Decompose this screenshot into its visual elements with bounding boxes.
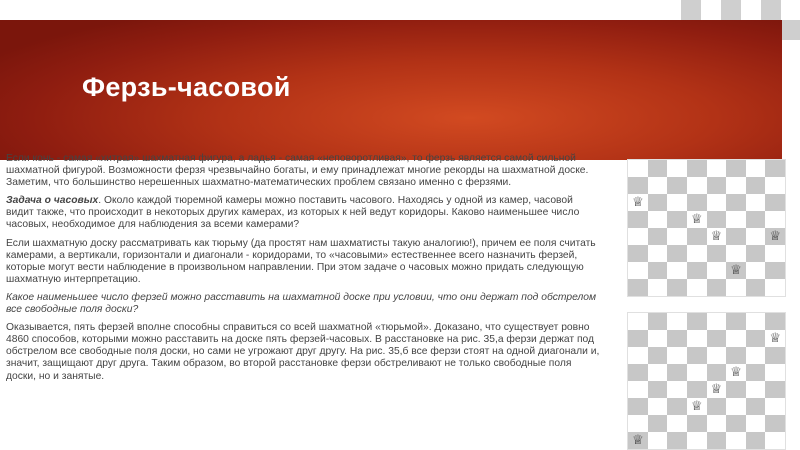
board-square [687,160,707,177]
board-square [648,398,668,415]
board-square [707,262,727,279]
board-square [648,415,668,432]
board-square [687,245,707,262]
board-square [726,262,746,279]
board-square [687,279,707,296]
board-square [765,211,785,228]
board-square [667,432,687,449]
board-square [726,245,746,262]
board-square [687,415,707,432]
board-square [746,398,766,415]
board-square [765,347,785,364]
body-paragraph [6,322,602,382]
paragraph-text: Какое наименьшее число ферзей можно расставить на шахматной доске при условии, что они держат под обстрелом все свободные поля доски? [6,291,597,316]
board-square [726,330,746,347]
board-square [648,313,668,330]
board-square [726,381,746,398]
board-square [648,160,668,177]
board-square [707,279,727,296]
board-square [648,228,668,245]
board-square [648,245,668,262]
board-square [726,398,746,415]
board-square [707,398,727,415]
board-square [765,432,785,449]
board-square [707,313,727,330]
paragraph-text: Если шахматную доску рассматривать как тюрьму (да простят нам шахматисты такую аналогию!), причем ее поля считать камерами, а вертикали, горизонтали и диагонали - коридорами, то «часовыми» естественнее всего назначить ферзей, которые могут вести наблюдение в произвольном направлении. При этом задаче о часовых можно придать следующую шахматную интерпретацию. [6,237,596,285]
decorative-square [781,20,800,40]
board-square [765,364,785,381]
decorative-square [721,0,741,20]
board-square [667,398,687,415]
board-square [726,177,746,194]
board-square [726,279,746,296]
board-square [746,228,766,245]
board-square [765,194,785,211]
board-square [726,228,746,245]
decorative-square [701,0,721,20]
board-square [746,279,766,296]
board-square [667,262,687,279]
board-square [765,245,785,262]
board-square [726,415,746,432]
board-square [726,313,746,330]
board-square [648,432,668,449]
queen-icon: ♕ [690,399,703,414]
board-square [628,211,648,228]
board-square [707,330,727,347]
board-square [667,177,687,194]
board-square [628,415,648,432]
board-square [628,347,648,364]
body-paragraph [6,153,602,189]
board-square [707,228,727,245]
board-square [648,364,668,381]
board-square [746,347,766,364]
board-square [667,194,687,211]
board-square [628,313,648,330]
body-paragraph [6,292,602,316]
board-square [667,347,687,364]
decorative-square [781,0,800,20]
board-square [628,330,648,347]
board-square [746,262,766,279]
chessboard-b [627,312,786,450]
board-square [746,313,766,330]
board-square [765,398,785,415]
body-text [6,153,602,389]
board-square [726,432,746,449]
board-square [765,262,785,279]
slide-title: Ферзь-часовой [82,72,291,102]
board-square [765,313,785,330]
board-square [687,432,707,449]
board-square [667,245,687,262]
board-square [746,330,766,347]
board-square [765,279,785,296]
board-square [628,262,648,279]
board-square [707,364,727,381]
board-square [746,160,766,177]
board-square [648,381,668,398]
board-square [648,194,668,211]
queen-icon: ♕ [730,263,742,278]
board-square [707,381,727,398]
board-square [707,415,727,432]
chessboard-a [627,159,786,297]
board-square [746,245,766,262]
board-square [687,398,707,415]
board-square [628,279,648,296]
paragraph-text: Если конь - самая «хитрая» шахматная фигура, а ладья - самая «неповоротливая», то ферзь является самой сильной шахматной фигурой. Возможности ферзя чрезвычайно богаты, и ему принадлежат многие рекорды на шахматной доске. Заметим, что большинство нерешенных шахматно-математических проблем связано именно с ферзями. [6,153,589,189]
board-square [746,194,766,211]
board-square [667,313,687,330]
decorative-square [781,40,800,42]
body-paragraph [6,238,602,286]
board-square [707,211,727,228]
board-square [746,415,766,432]
board-square [648,262,668,279]
board-square [687,228,707,245]
board-square [628,364,648,381]
board-square [687,330,707,347]
board-square [687,381,707,398]
board-square [765,228,785,245]
board-square [667,415,687,432]
paragraph-text: Задача о часовых [6,195,99,207]
board-square [667,330,687,347]
queen-icon: ♕ [710,382,723,397]
board-square [628,381,648,398]
paragraph-text: . Около каждой тюремной камеры можно поставить часового. Находясь у одной из камер, часовой видит также, что происходит в некоторых других камерах, из которых к ней ведут коридоры. Каково наименьшее число часовых, необходимое для наблюдения за всеми камерами? [6,195,580,231]
queen-icon: ♕ [710,229,723,244]
board-square [667,364,687,381]
queen-icon: ♕ [690,212,703,227]
queen-icon: ♕ [769,331,782,346]
queen-icon: ♕ [631,195,644,210]
board-square [667,279,687,296]
board-square [648,279,668,296]
title-banner [0,20,782,160]
board-square [726,347,746,364]
board-square [726,160,746,177]
board-square [746,381,766,398]
board-square [746,432,766,449]
decorative-square [741,0,761,20]
board-square [765,381,785,398]
board-square [765,330,785,347]
board-square [648,177,668,194]
board-square [667,228,687,245]
board-square [628,432,648,449]
decorative-square [681,0,701,20]
board-square [687,364,707,381]
board-square [628,177,648,194]
board-square [667,211,687,228]
board-square [628,160,648,177]
board-square [746,211,766,228]
board-square [687,177,707,194]
queen-icon: ♕ [730,365,742,380]
board-square [687,262,707,279]
board-square [648,211,668,228]
board-square [707,347,727,364]
board-square [707,160,727,177]
paragraph-text: Оказывается, пять ферзей вполне способны справиться со всей шахматной «тюрьмой». Доказано, что существует ровно 4860 способов, которыми можно расставить на доске пять ферзей-часовых. В расстановке на рис. 35,а ферзи держат под обстрелом все свободные поля доски, но сами не угрожают друг другу. На рис. 35,б все ферзи стоят на одной диагонали и, значит, защищают друг друга. Таким образом, во второй расстановке ферзи обстреливают не только свободные поля доски, но и занятые. [6,322,600,382]
board-square [687,347,707,364]
board-square [746,177,766,194]
board-square [648,330,668,347]
board-square [746,364,766,381]
board-square [667,160,687,177]
board-square [765,415,785,432]
queen-icon: ♕ [631,433,644,448]
body-paragraph [6,195,602,231]
board-square [687,313,707,330]
board-square [687,194,707,211]
board-square [765,177,785,194]
board-square [765,160,785,177]
board-square [628,194,648,211]
decorative-square [761,0,781,20]
board-square [726,194,746,211]
board-square [707,432,727,449]
board-square [726,364,746,381]
board-square [628,245,648,262]
board-square [707,194,727,211]
board-square [667,381,687,398]
board-square [648,347,668,364]
board-square [628,398,648,415]
board-square [707,177,727,194]
board-square [726,211,746,228]
queen-icon: ♕ [769,229,782,244]
board-square [707,245,727,262]
board-square [628,228,648,245]
board-square [687,211,707,228]
